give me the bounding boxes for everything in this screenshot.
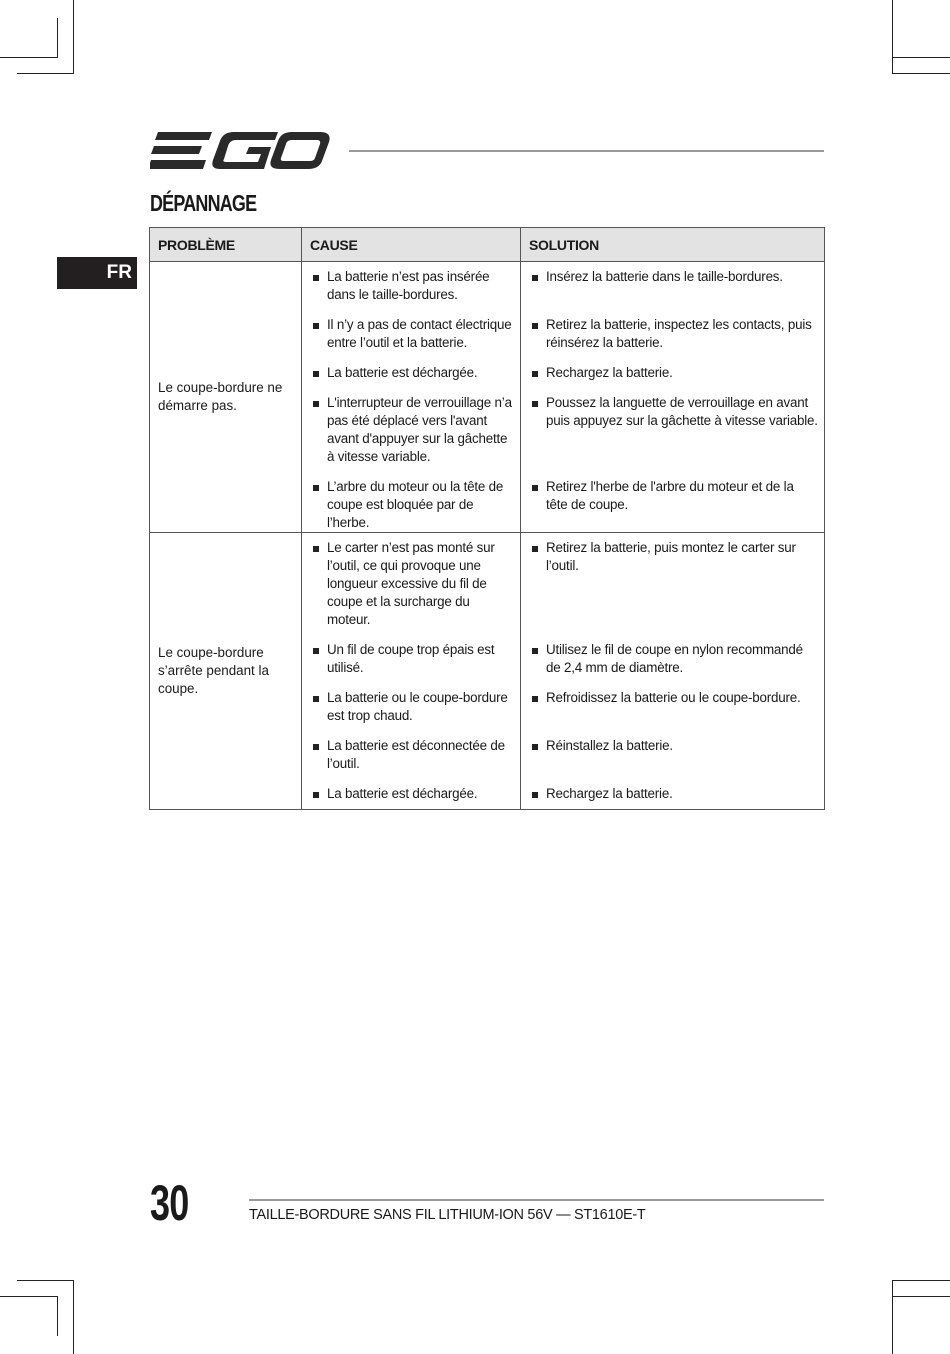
crop-mark xyxy=(892,0,893,74)
cause-item: Un fil de coupe trop épais est utilisé. xyxy=(302,641,520,689)
section-title: DÉPANNAGE xyxy=(150,190,257,216)
troubleshooting-table xyxy=(149,227,825,810)
solution-item: Rechargez la batterie. xyxy=(521,364,824,394)
solution-item: Rechargez la batterie. xyxy=(521,785,824,809)
cause-item: Le carter n’est pas monté sur l’outil, ce qui provoque une longueur excessive du fil de coupe et la surcharge du moteur. xyxy=(302,539,520,641)
column-header-cause: CAUSE xyxy=(302,228,521,262)
header-rule xyxy=(349,150,824,152)
problem-cell xyxy=(150,262,302,533)
ego-logo xyxy=(150,131,330,171)
solution-item: Refroidissez la batterie ou le coupe-bordure. xyxy=(521,689,824,737)
solution-cell xyxy=(521,262,825,533)
language-tab: FR xyxy=(57,257,137,289)
crop-mark xyxy=(0,1296,58,1297)
problem-cell xyxy=(150,533,302,810)
crop-mark xyxy=(892,1280,893,1354)
cause-cell xyxy=(302,533,521,810)
solution-item: Retirez l'herbe de l'arbre du moteur et de la tête de coupe. xyxy=(521,478,824,532)
cause-item: La batterie est déconnectée de l’outil. xyxy=(302,737,520,785)
problem-text: Le coupe-bordure ne démarre pas. xyxy=(158,380,283,413)
solution-item: Poussez la languette de verrouillage en avant puis appuyez sur la gâchette à vitesse variable. xyxy=(521,394,824,478)
table-header-row xyxy=(150,228,825,262)
solution-item: Réinstallez la batterie. xyxy=(521,737,824,785)
table-row xyxy=(150,533,825,810)
crop-mark xyxy=(892,57,950,58)
solution-item: Insérez la batterie dans le taille-bordures. xyxy=(521,268,824,316)
solution-cell xyxy=(521,533,825,810)
solution-item: Retirez la batterie, inspectez les contacts, puis réinsérez la batterie. xyxy=(521,316,824,364)
solution-item: Retirez la batterie, puis montez le carter sur l’outil. xyxy=(521,539,824,641)
column-header-problem: PROBLÈME xyxy=(150,228,302,262)
problem-text: Le coupe-bordure s’arrête pendant la coupe. xyxy=(158,645,269,696)
column-header-solution: SOLUTION xyxy=(521,228,825,262)
crop-mark xyxy=(892,1280,950,1281)
crop-mark xyxy=(17,73,74,74)
cause-item: La batterie ou le coupe-bordure est trop chaud. xyxy=(302,689,520,737)
cause-cell xyxy=(302,262,521,533)
solution-item: Utilisez le fil de coupe en nylon recommandé de 2,4 mm de diamètre. xyxy=(521,641,824,689)
footer-rule xyxy=(249,1199,824,1201)
crop-mark xyxy=(17,1280,74,1281)
crop-mark xyxy=(892,73,950,74)
cause-item: L’arbre du moteur ou la tête de coupe est bloquée par de l’herbe. xyxy=(302,478,520,532)
cause-item: La batterie est déchargée. xyxy=(302,785,520,809)
cause-item: La batterie n’est pas insérée dans le taille-bordures. xyxy=(302,268,520,316)
crop-mark xyxy=(73,1280,74,1354)
cause-item: La batterie est déchargée. xyxy=(302,364,520,394)
crop-mark xyxy=(57,1296,58,1336)
crop-mark xyxy=(57,18,58,58)
table-row xyxy=(150,262,825,533)
page-number: 30 xyxy=(150,1175,189,1231)
product-line: TAILLE-BORDURE SANS FIL LITHIUM-ION 56V — ST1610E-T xyxy=(249,1207,646,1223)
crop-mark xyxy=(892,1296,950,1297)
crop-mark xyxy=(73,0,74,74)
crop-mark xyxy=(0,57,58,58)
cause-item: L'interrupteur de verrouillage n’a pas été déplacé vers l'avant avant d'appuyer sur la gâchette à vitesse variable. xyxy=(302,394,520,478)
cause-item: Il n’y a pas de contact électrique entre l’outil et la batterie. xyxy=(302,316,520,364)
